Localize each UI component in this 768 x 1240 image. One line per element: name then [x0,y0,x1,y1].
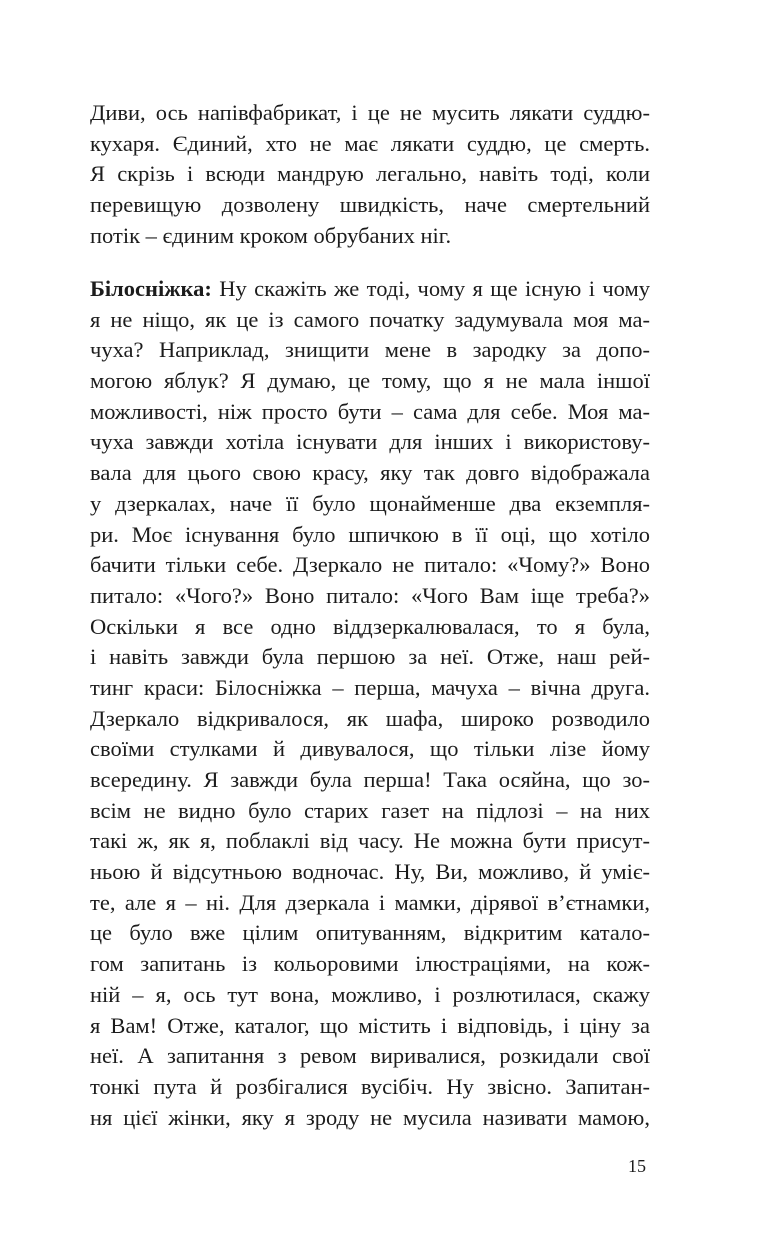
text-line: тонкі пута й розбігалися вусібіч. Ну звісно. Запитан- [90,1073,650,1099]
text-line: кухаря. Єдиний, хто не має лякати суддю, це смерть. [90,130,650,156]
text-line [90,274,650,305]
text-line: тинг краси: Білосніжка – перша, мачуха – вічна друга. [90,674,650,700]
paragraph-2 [90,274,650,1133]
text-line: своїми стулками й дивувалося, що тільки лізе йому [90,736,650,762]
text-line: ня цієї жінки, яку я зроду не мусила називати мамою, [90,1104,650,1130]
paragraph-1 [90,98,650,251]
text-line: Диви, ось напівфабрикат, і це не мусить лякати суддю- [90,100,650,125]
text-line: всім не видно було старих газет на підлозі – на них [90,797,650,823]
page-number: 15 [628,1156,646,1176]
text-line: чуха? Наприклад, знищити мене в зародку за допо- [90,337,650,363]
text-line: потік – єдиним кроком обрубаних ніг. [90,222,452,248]
text-line: ній – я, ось тут вона, можливо, і розлютилася, скажу [90,981,650,1007]
text-line: це було вже цілим опитуванням, відкритим катало- [90,920,650,946]
text-line: Дзеркало відкривалося, як шафа, широко розводило [90,705,650,731]
text-line: неї. А запитання з ревом виривалися, розкидали свої [90,1043,650,1069]
text-line: те, але я – ні. Для дзеркала і мамки, дірявої в’єтнамки, [90,889,650,915]
text-line: чуха завжди хотіла існувати для інших і використову- [90,429,650,455]
text-line: бачити тільки себе. Дзеркало не питало: «Чому?» Воно [90,552,650,578]
text-line: такі ж, як я, поблаклі від часу. Не можна бути присут- [90,828,650,854]
text-line: перевищую дозволену швидкість, наче смертельний [90,192,650,218]
text-line: Оскільки я все одно віддзеркалювалася, то я була, [90,613,650,639]
text-line: всередину. Я завжди була перша! Така осяйна, що зо- [90,767,650,792]
text-line: у дзеркалах, наче її було щонайменше два екземпля- [90,490,650,516]
text-line: ньою й відсутньою водночас. Ну, Ви, можливо, й уміє- [90,859,650,885]
speaker-name: Білосніжка: [90,276,212,301]
text-line: могою яблук? Я думаю, це тому, що я не мала іншої [90,368,650,394]
text-line: я не ніщо, як це із самого початку задумувала моя ма- [90,306,650,332]
text-line: вала для цього свою красу, яку так довго відображала [90,460,650,486]
text-line: можливості, ніж просто бути – сама для себе. Моя ма- [90,398,650,424]
speaker-line-text: Ну скажіть же тоді, чому я ще існую і чому [211,276,650,301]
text-line: ри. Моє існування було шпичкою в її оці, що хотіло [90,521,650,547]
text-line: гом запитань із кольоровими ілюстраціями, на кож- [90,951,650,977]
text-line: Я скрізь і всюди мандрую легально, навіть тоді, коли [90,161,650,187]
text-line: питало: «Чого?» Воно питало: «Чого Вам іще треба?» [90,582,650,608]
text-line: я Вам! Отже, каталог, що містить і відповідь, і ціну за [90,1012,650,1038]
text-line: і навіть завжди була першою за неї. Отже, наш рей- [90,644,650,670]
